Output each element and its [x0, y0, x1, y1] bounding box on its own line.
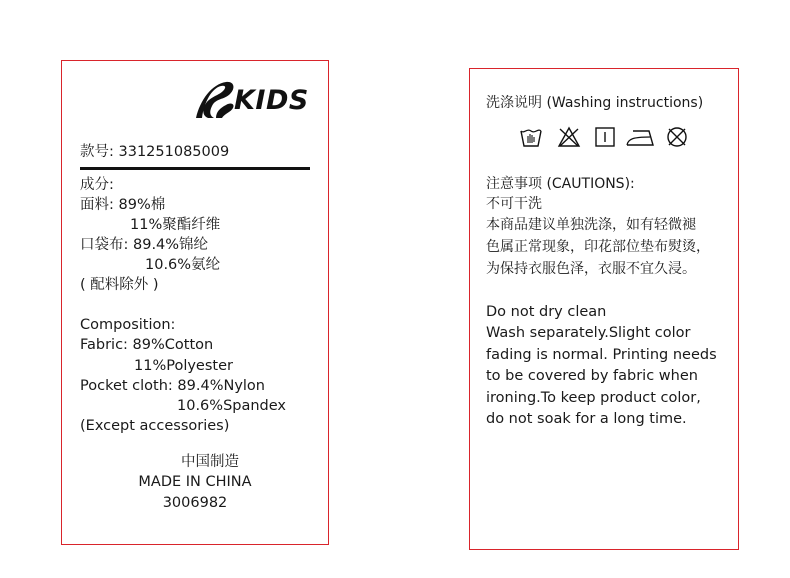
do-not-dry-clean-icon	[665, 125, 689, 149]
cn-composition-heading: 成分:	[80, 177, 114, 193]
en-fabric-line: Fabric: 89%Cotton	[80, 337, 214, 353]
origin-cn: 中国制造	[181, 454, 239, 470]
product-code: 3006982	[162, 495, 228, 511]
care-symbols	[517, 125, 692, 153]
cn-caution-line-3: 色属正常现象，印花部位垫布熨烫，	[486, 239, 710, 255]
origin-en: MADE IN CHINA	[138, 474, 252, 490]
style-number: 款号: 331251085009	[80, 144, 230, 160]
en-fabric-line-2: 11%Polyester	[134, 358, 233, 374]
cn-except-note: ( 配料除外 )	[80, 277, 159, 293]
divider	[80, 167, 310, 170]
cn-pocket-line-2: 10.6%氨纶	[145, 257, 221, 273]
en-pocket-line: Pocket cloth: 89.4%Nylon	[80, 378, 265, 394]
en-except-note: (Except accessories)	[80, 418, 230, 434]
cn-caution-line-4: 为保持衣服色泽，衣服不宜久浸。	[486, 261, 696, 277]
cn-fabric-line: 面料: 89%棉	[80, 197, 166, 213]
hand-wash-icon	[519, 125, 543, 149]
iron-icon	[625, 125, 655, 149]
en-caution-line-5: ironing.To keep product color,	[486, 390, 701, 406]
asics-stripes-icon	[190, 78, 238, 120]
en-caution-line-4: to be covered by fabric when	[486, 368, 698, 384]
cn-fabric-line-2: 11%聚酯纤维	[130, 217, 221, 233]
en-caution-line-2: Wash separately.Slight color	[486, 325, 691, 341]
brand-name: KIDS	[234, 85, 309, 116]
cn-caution-line-1: 不可干洗	[486, 196, 542, 212]
cn-caution-line-2: 本商品建议单独洗涤，如有轻微褪	[486, 217, 696, 233]
en-pocket-line-2: 10.6%Spandex	[177, 398, 286, 414]
cautions-title: 注意事项 (CAUTIONS):	[486, 176, 635, 192]
care-title: 洗涤说明 (Washing instructions)	[486, 95, 704, 111]
do-not-bleach-icon	[557, 125, 581, 149]
en-caution-line-3: fading is normal. Printing needs	[486, 347, 717, 363]
en-caution-line-6: do not soak for a long time.	[486, 411, 687, 427]
en-caution-line-1: Do not dry clean	[486, 304, 607, 320]
dry-icon	[593, 125, 617, 149]
en-composition-heading: Composition:	[80, 317, 176, 333]
cn-pocket-line: 口袋布: 89.4%锦纶	[80, 237, 209, 253]
